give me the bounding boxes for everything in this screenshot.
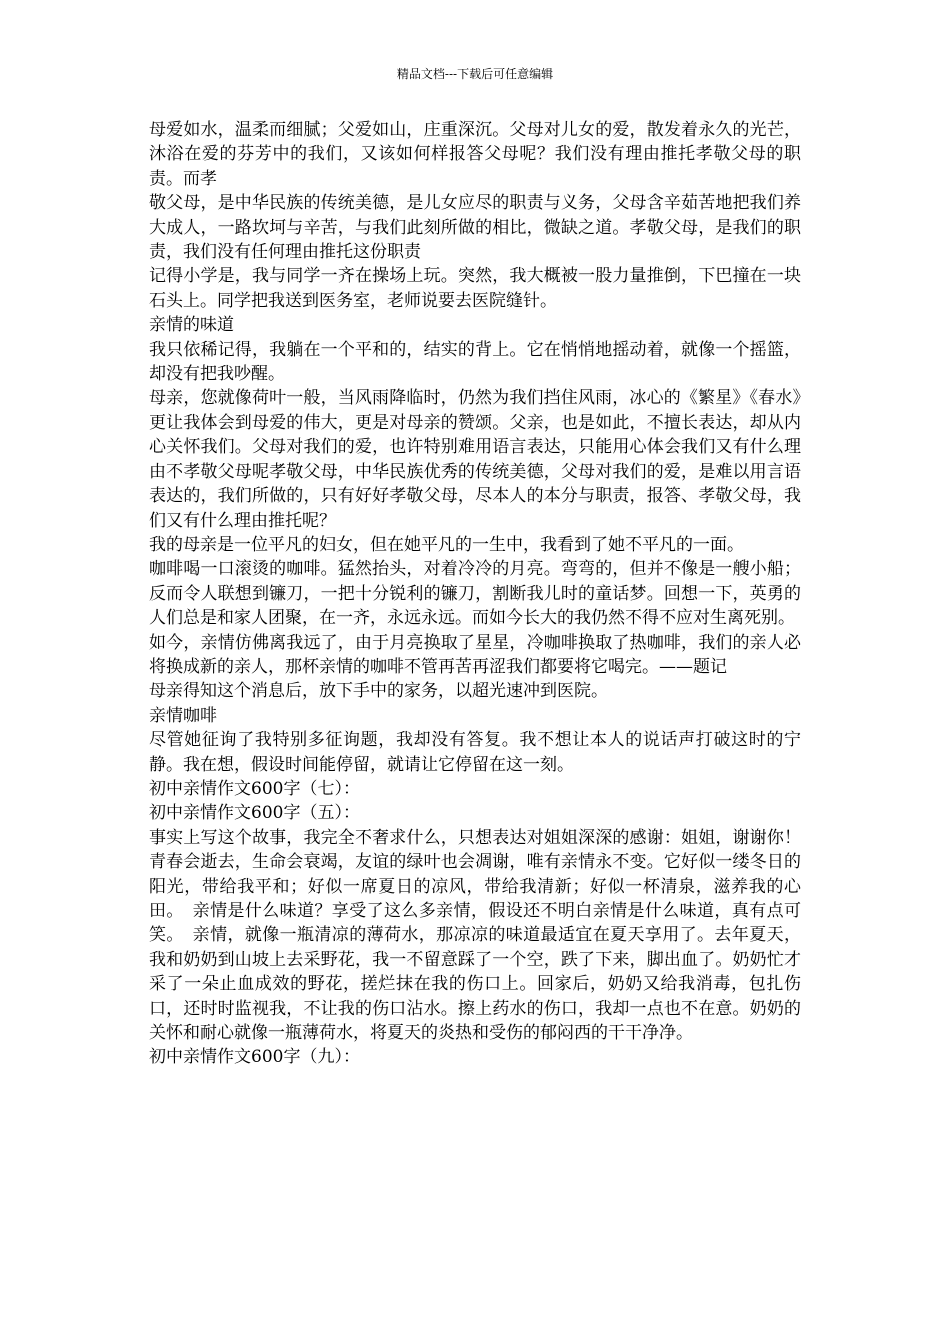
document-body <box>149 118 818 1070</box>
paragraph: 母亲，您就像荷叶一般，当风雨降临时，仍然为我们挡住风雨，冰心的《繁星》《春水》更让我体会到母爱的伟大，更是对母亲的赞颂。父亲，也是如此，不擅长表达，却从内心关怀我们。父母对我们的爱，也许特别难用语言表达，只能用心体会我们又有什么理由不孝敬父母呢孝敬父母，中华民族优秀的传统美德，父母对我们的爱，是难以用言语表达的，我们所做的，只有好好孝敬父母，尽本人的本分与职责，报答、孝敬父母，我们又有什么理由推托呢？ <box>149 388 801 531</box>
paragraph: 我只依稀记得，我躺在一个平和的，结实的背上。它在悄悄地摇动着，就像一个摇篮，却没有把我吵醒。 <box>149 339 801 385</box>
page-header: 精品文档---下载后可任意编辑 <box>396 67 554 81</box>
section-heading: 初中亲情作文600字（七）： <box>149 778 360 799</box>
paragraph: 记得小学是，我与同学一齐在操场上玩。突然，我大概被一股力量推倒，下巴撞在一块石头上。同学把我送到医务室，老师说要去医院缝针。 <box>149 266 801 311</box>
paragraph: 母亲得知这个消息后，放下手中的家务，以超光速冲到医院。 <box>149 681 608 702</box>
paragraph: 尽管她征询了我特别多征询题，我却没有答复。我不想让本人的说话声打破这时的宁静。我在想，假设时间能停留，就请让它停留在这一刻。 <box>149 730 801 775</box>
section-heading: 初中亲情作文600字（五）： <box>149 803 360 824</box>
section-heading: 亲情的味道 <box>149 315 234 336</box>
paragraph: 我的母亲是一位平凡的妇女，但在她平凡的一生中，我看到了她不平凡的一面。 <box>149 534 744 555</box>
paragraph: 如今，亲情仿佛离我远了，由于月亮换取了星星，冷咖啡换取了热咖啡，我们的亲人必将换成新的亲人，那杯亲情的咖啡不管再苦再涩我们都要将它喝完。——题记 <box>149 632 801 677</box>
paragraph: 母爱如水，温柔而细腻；父爱如山，庄重深沉。父母对儿女的爱，散发着永久的光芒，沐浴在爱的芬芳中的我们，又该如何样报答父母呢？我们没有理由推托孝敬父母的职责。而孝 <box>149 120 801 189</box>
section-heading: 初中亲情作文600字（九）： <box>149 1047 360 1068</box>
section-heading: 亲情咖啡 <box>149 705 217 726</box>
paragraph: 咖啡喝一口滚烫的咖啡。猛然抬头，对着冷冷的月亮。弯弯的，但并不像是一艘小船；反而令人联想到镰刀，一把十分锐利的镰刀，割断我儿时的童话梦。回想一下，英勇的人们总是和家人团聚，在一齐，永远永远。而如今长大的我仍然不得不应对生离死别。 <box>149 559 801 629</box>
paragraph: 敬父母，是中华民族的传统美德，是儿女应尽的职责与义务，父母含辛茹苦地把我们养大成人，一路坎坷与辛苦，与我们此刻所做的相比，微缺之道。孝敬父母，是我们的职责，我们没有任何理由推托这份职责 <box>149 193 801 263</box>
paragraph: 事实上写这个故事，我完全不奢求什么，只想表达对姐姐深深的感谢：姐姐，谢谢你！ 青春会逝去，生命会衰竭，友谊的绿叶也会凋谢，唯有亲情永不变。它好似一缕冬日的阳光，带给我平和；好似一席夏日的凉风，带给我清新；好似一杯清泉，滋养我的心田。 亲情是什么味道？享受了这么多亲情，假设还不明白亲情是什么味道，真有点可笑。 亲情，就像一瓶清凉的薄荷水，那凉凉的味道最适宜在夏天享用了。去年夏天，我和奶奶到山坡上去采野花，我一不留意踩了一个空，跌了下来，脚出血了。奶奶忙才采了一朵止血成效的野花，搓烂抹在我的伤口上。回家后，奶奶又给我消毒，包扎伤口，还时时监视我，不让我的伤口沾水。擦上药水的伤口，我却一点也不在意。奶奶的关怀和耐心就像一瓶薄荷水，将夏天的炎热和受伤的郁闷西的干干净净。 <box>149 827 818 1044</box>
